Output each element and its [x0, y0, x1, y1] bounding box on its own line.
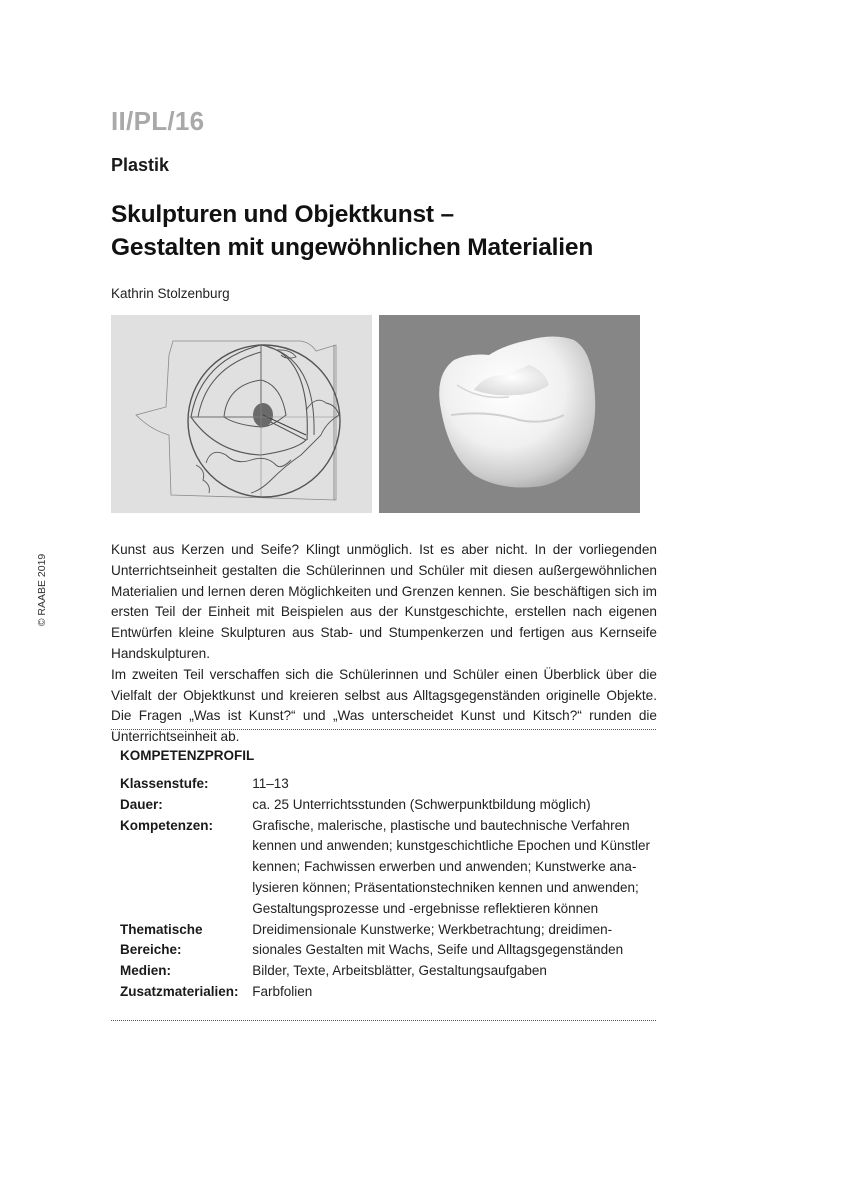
- profile-value-line: 11–13: [252, 776, 289, 791]
- profile-row: [120, 816, 650, 920]
- profile-row: [120, 982, 650, 1003]
- profile-value-line: Gestaltungsprozesse und -ergebnisse reflektieren können: [252, 900, 599, 916]
- profile-value: [252, 920, 650, 962]
- profile-row: [120, 774, 650, 795]
- profile-value-line: sionales Gestalten mit Wachs, Seife und Alltagsgegenständen: [252, 942, 624, 958]
- profile-value-line: Bilder, Texte, Arbeitsblätter, Gestaltungsaufgaben: [252, 963, 547, 979]
- profile-value-line: kennen; Fachwissen erwerben und anwenden; Kunstwerke ana-: [252, 859, 637, 875]
- sketch-image: [111, 315, 372, 513]
- sketch-drawing: [111, 315, 372, 513]
- profile-value: [252, 795, 650, 816]
- kompetenzprofil-heading: KOMPETENZPROFIL: [120, 748, 255, 763]
- profile-label: Dauer:: [120, 796, 163, 812]
- profile-value-line: Farbfolien: [252, 983, 313, 999]
- page-title: [111, 198, 593, 264]
- divider-bottom: [111, 1020, 656, 1021]
- profile-value-line: Dreidimensionale Kunstwerke; Werkbetrachtung; dreidimen-: [252, 921, 613, 937]
- profile-label: Zusatzmaterialien:: [120, 983, 239, 999]
- soap-sculpture-drawing: [379, 315, 640, 513]
- profile-value-line: Grafische, malerische, plastische und bautechnische Verfahren: [252, 817, 630, 833]
- section-label: Plastik: [111, 155, 170, 175]
- profile-value: [252, 961, 650, 982]
- divider-top: [111, 729, 656, 730]
- author-name: Kathrin Stolzenburg: [111, 286, 230, 301]
- title-line-1: Skulpturen und Objektkunst –: [111, 201, 454, 228]
- intro-paragraph-2: Im zweiten Teil verschaffen sich die Schülerinnen und Schüler einen Überblick über die Vielfalt der Objektkunst und kreieren selbst aus Alltagsgegenständen originelle Objekte. Die Fragen „Was ist Kunst?“ und „Was unterscheidet Kunst und Kitsch?“ runden die Unterrichtseinheit ab.: [111, 666, 657, 745]
- title-line-2: Gestalten mit ungewöhnlichen Materialien: [111, 234, 594, 261]
- profile-value-line: ca. 25 Unterrichtsstunden (Schwerpunktbildung möglich): [252, 796, 591, 812]
- soap-sculpture-image: [379, 315, 640, 513]
- document-code: II/PL/16: [111, 106, 205, 136]
- profile-label: Klassenstufe:: [120, 776, 209, 791]
- profile-value: [252, 774, 650, 795]
- profile-value-line: kennen und anwenden; kunstgeschichtliche Epochen und Künstler: [252, 838, 650, 854]
- profile-label: Kompetenzen:: [120, 817, 214, 833]
- intro-paragraph-1: Kunst aus Kerzen und Seife? Klingt unmöglich. Ist es aber nicht. In der vorliegenden Unterrichtseinheit gestalten die Schülerinnen und Schüler mit diesen außergewöhnlichen Materialien und lernen deren Möglichkeiten und Grenzen kennen. Sie beschäftigen sich im ersten Teil der Einheit mit Beispielen aus der Kunstgeschichte, erstellen nach eigenen Entwürfen kleine Skulpturen aus Stab- und Stumpenkerzen und fertigen aus Kernseife Handskulpturen.: [111, 542, 657, 661]
- profile-value: [252, 816, 650, 920]
- profile-row: [120, 795, 650, 816]
- profile-value: [252, 982, 650, 1003]
- kompetenzprofil-table: [120, 774, 650, 1003]
- profile-row: [120, 961, 650, 982]
- copyright-notice: © RAABE 2019: [36, 553, 48, 627]
- intro-text: [111, 540, 657, 748]
- profile-label: Medien:: [120, 963, 172, 979]
- profile-value-line: lysieren können; Präsentationstechniken kennen und anwenden;: [252, 879, 639, 895]
- profile-label: Thematische Bereiche:: [120, 921, 203, 958]
- profile-row: [120, 920, 650, 962]
